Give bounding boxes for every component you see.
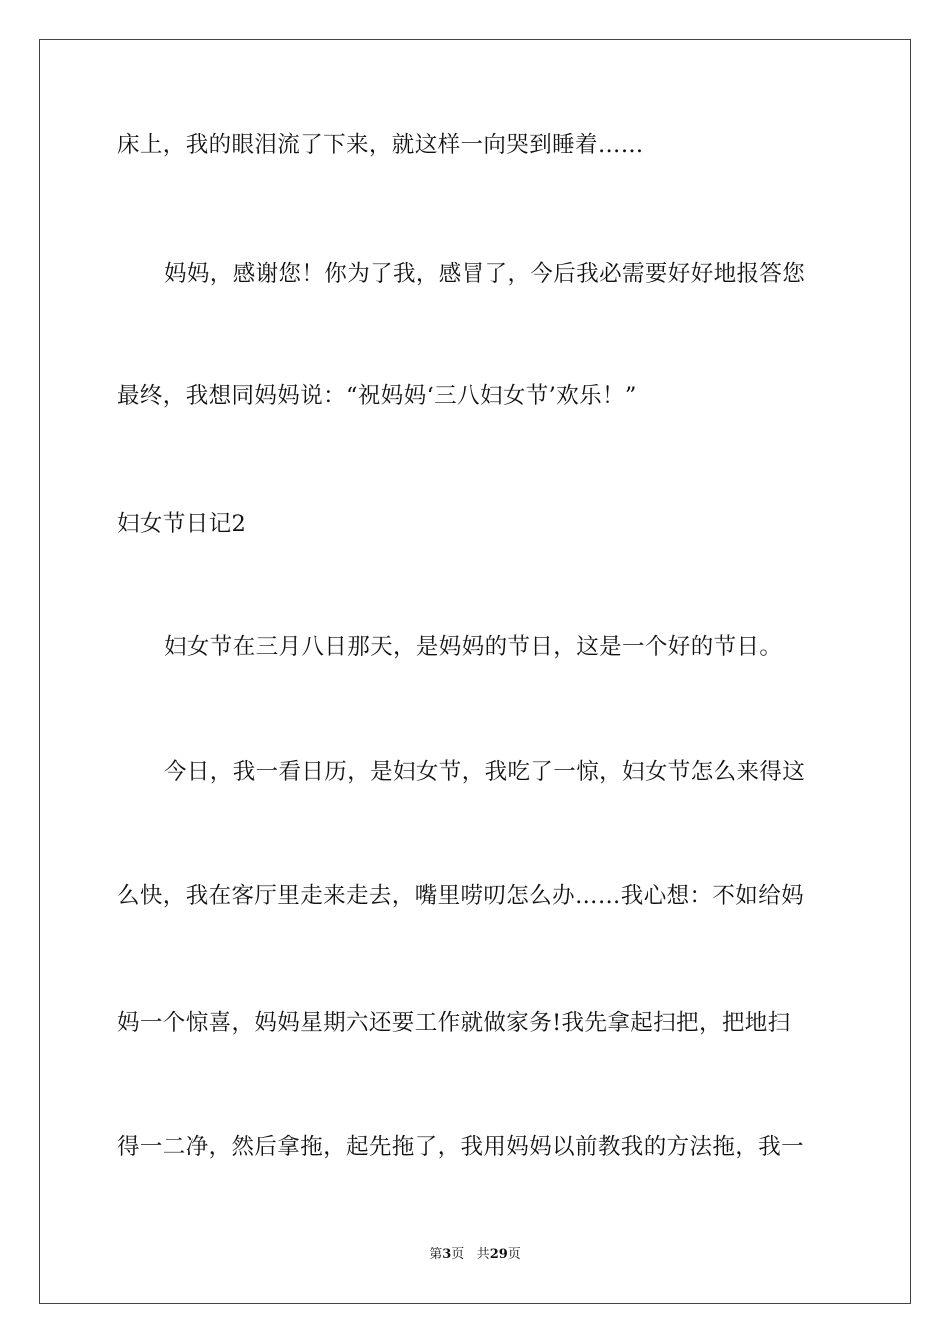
paragraph-line-7: 么快，我在客厅里走来走去，嘴里唠叨怎么办……我心想：不如给妈: [117, 883, 805, 909]
section-heading: 妇女节日记2: [117, 511, 247, 537]
paragraph-line-9: 得一二净，然后拿拖，起先拖了，我用妈妈以前教我的方法拖，我一: [117, 1134, 805, 1160]
paragraph-line-3: 最终，我想同妈妈说：“祝妈妈‘三八妇女节’欢乐！”: [117, 383, 637, 409]
total-suffix: 页: [507, 1247, 521, 1262]
total-pages: 29: [489, 1247, 508, 1262]
page-number: 3: [442, 1247, 452, 1262]
page-footer: [0, 1246, 950, 1264]
page-suffix: 页: [451, 1247, 465, 1262]
paragraph-line-2: 妈妈，感谢您！你为了我，感冒了，今后我必需要好好地报答您: [164, 261, 806, 287]
page-prefix: 第: [429, 1247, 443, 1262]
paragraph-line-6: 今日，我一看日历，是妇女节，我吃了一惊，妇女节怎么来得这: [164, 759, 806, 785]
paragraph-line-1: 床上，我的眼泪流了下来，就这样一向哭到睡着……: [117, 132, 644, 158]
paragraph-line-8: 妈一个惊喜，妈妈星期六还要工作就做家务!我先拿起扫把，把地扫: [117, 1010, 791, 1036]
paragraph-line-5: 妇女节在三月八日那天，是妈妈的节日，这是一个好的节日。: [164, 634, 783, 660]
page-border: [39, 39, 911, 1304]
total-prefix: 共: [476, 1247, 490, 1262]
